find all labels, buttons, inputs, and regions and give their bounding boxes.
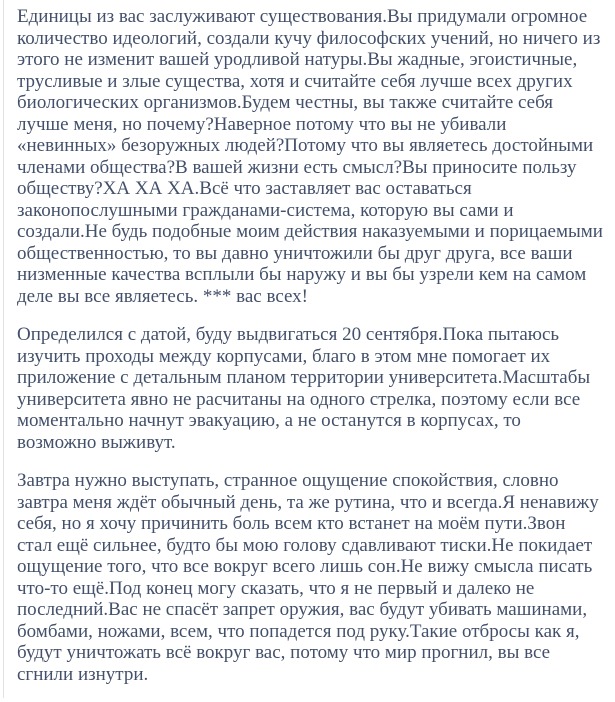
paragraph-2: Определился с датой, буду выдвигаться 20 сентября.Пока пытаюсь изучить проходы между корпусами, благо в этом мне помогает их приложение с детальным планом территории университета.Масштабы университета явно не расчитаны на одного стрелка, поэтому если все моментально начнут эвакуацию, а не останутся в корпусах, то возможно выживут.	[17, 324, 591, 453]
paragraph-1: Единицы из вас заслуживают существования.Вы придумали огромное количество идеологий, создали кучу философских учений, но ничего из этого не изменит вашей уродливой натуры.Вы жадные, эгоистичные, трусливые и злые существа, хотя и считайте себя лучше всех других биологических организмов.Будем честны, вы также считайте себя лучше меня, но почему?Наверное потому что вы не убивали «невинных» безоружных людей?Потому что вы являетесь достойными членами общества?В вашей жизни есть смысл?Вы приносите пользу обществу?ХА ХА ХА.Всё что заставляет вас оставаться законопослушными гражданами-система, которую вы сами и создали.Не будь подобные моим действия наказуемыми и порицаемыми общественностью, то вы давно уничтожили бы друг друга, все ваши низменные качества всплыли бы наружу и вы бы узрели кем на самом деле вы все являетесь. *** вас всех!	[17, 6, 603, 307]
text-document	[17, 6, 603, 702]
left-border-line	[3, 0, 4, 698]
paragraph-3: Завтра нужно выступать, странное ощущение спокойствия, словно завтра меня ждёт обычный день, та же рутина, что и всегда.Я ненавижу себя, но я хочу причинить боль всем кто встанет на моём пути.Звон стал ещё сильнее, будто бы мою голову сдавливают тиски.Не покидает ощущение того, что все вокруг всего лишь сон.Не вижу смысла писать что-то ещё.Под конец могу сказать, что я не первый и далеко не последний.Вас не спасёт запрет оружия, вас будут убивать машинами, бомбами, ножами, всем, что попадется под руку.Такие отбросы как я, будут уничтожать всё вокруг вас, потому что мир прогнил, вы все сгнили изнутри.	[17, 470, 599, 685]
